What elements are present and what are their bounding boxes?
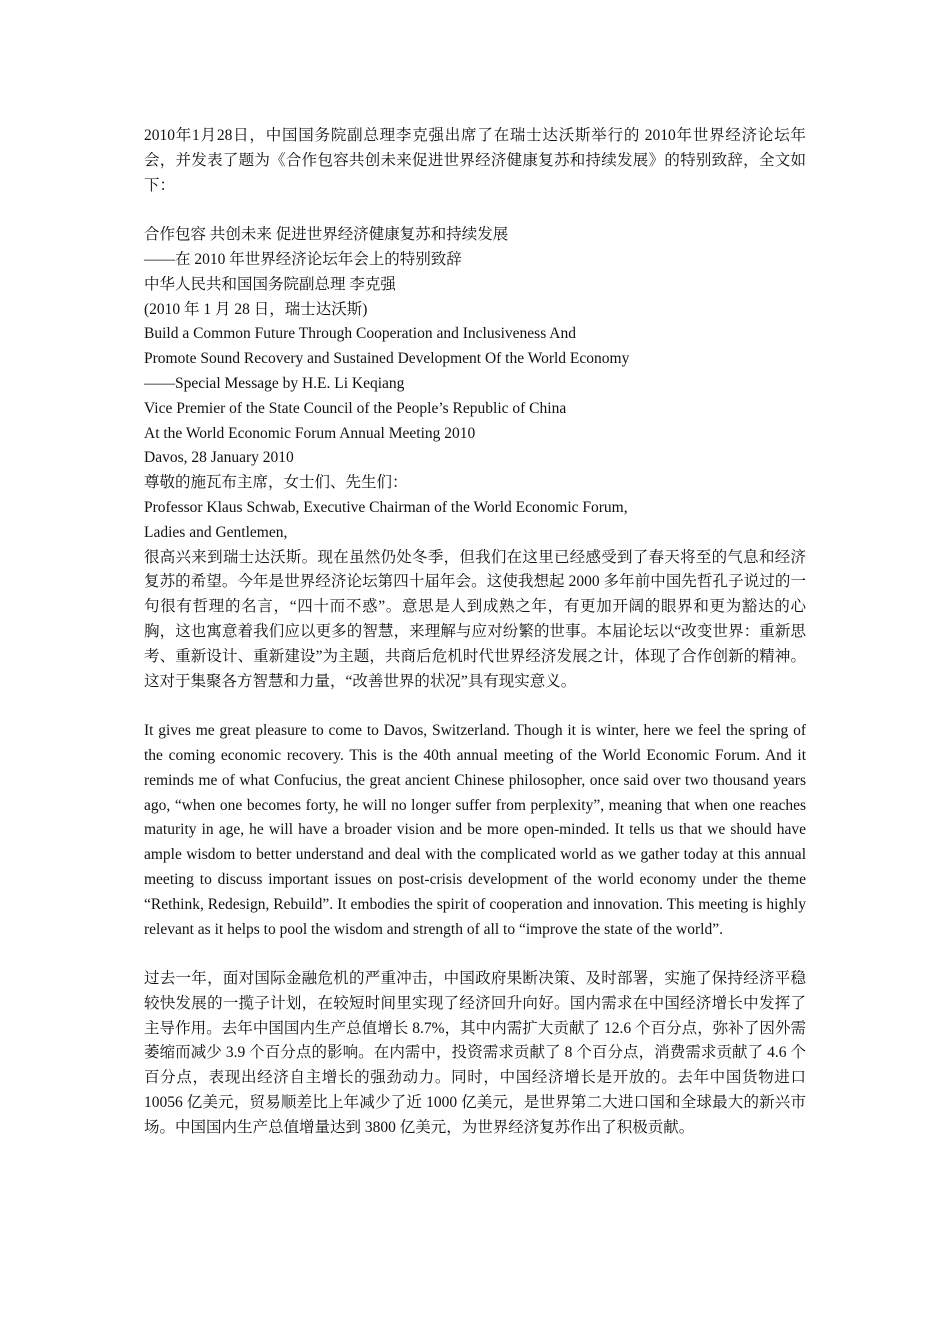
- body-paragraph-cn-2: 过去一年，面对国际金融危机的严重冲击，中国政府果断决策、及时部署，实施了保持经济平稳较快发展的一揽子计划，在较短时间里实现了经济回升向好。国内需求在中国经济增长中发挥了主导作用。去年中国国内生产总值增长 8.7%，其中内需扩大贡献了 12.6 个百分点，弥补了因外需萎缩而减少 3.9 个百分点的影响。在内需中，投资需求贡献了 8 个百分点，消费需求贡献了 4.6 个百分点，表现出经济自主增长的强劲动力。同时，中国经济增长是开放的。去年中国货物进口 10056 亿美元，贸易顺差比上年减少了近 1000 亿美元，是世界第二大进口国和全球最大的新兴市场。中国国内生产总值增量达到 3800 亿美元，为世界经济复苏作出了积极贡献。: [144, 970, 806, 1136]
- speech-header: [144, 223, 806, 545]
- title-cn: 合作包容 共创未来 促进世界经济健康复苏和持续发展: [144, 226, 509, 244]
- event-en: At the World Economic Forum Annual Meeting 2010: [144, 424, 476, 442]
- speaker-role-en: Vice Premier of the State Council of the People’s Republic of China: [144, 399, 567, 417]
- date-place-cn: (2010 年 1 月 28 日，瑞士达沃斯): [144, 300, 368, 318]
- blank-line: [144, 198, 806, 223]
- title-en-line-2: Promote Sound Recovery and Sustained Development Of the World Economy: [144, 350, 630, 368]
- subtitle-cn: ——在 2010 年世界经济论坛年会上的特别致辞: [144, 250, 462, 268]
- blank-line: [144, 694, 806, 719]
- title-en-line-1: Build a Common Future Through Cooperation and Inclusiveness And: [144, 325, 576, 343]
- date-place-en: Davos, 28 January 2010: [144, 449, 294, 467]
- body-paragraph-cn-1: 很高兴来到瑞士达沃斯。现在虽然仍处冬季，但我们在这里已经感受到了春天将至的气息和经济复苏的希望。今年是世界经济论坛第四十届年会。这使我想起 2000 多年前中国先哲孔子说过的一句很有哲理的名言，“四十而不惑”。意思是人到成熟之年，有更加开阔的眼界和更为豁达的心胸，这也寓意着我们应以更多的智慧，来理解与应对纷繁的世事。本届论坛以“改变世界：重新思考、重新设计、重新建设”为主题，共商后危机时代世界经济发展之计，体现了合作创新的精神。这对于集聚各方智慧和力量，“改善世界的状况”具有现实意义。: [144, 548, 806, 690]
- body-paragraph-en-1: It gives me great pleasure to come to Davos, Switzerland. Though it is winter, here we feel the spring of the coming economic recovery. This is the 40th annual meeting of the World Economic Forum. And it reminds me of what Confucius, the great ancient Chinese philosopher, once said over two thousand years ago, “when one becomes forty, he will no longer suffer from perplexity”, meaning that when one reaches maturity in age, he will have a broader vision and be more open-minded. It tells us that we should have ample wisdom to better understand and deal with the complicated world as we gather today at this annual meeting to discuss important issues on post-crisis development of the world economy under the theme “Rethink, Redesign, Rebuild”. It embodies the spirit of cooperation and innovation. This meeting is highly relevant as it helps to pool the wisdom and strength of all to “improve the state of the world”.: [144, 722, 806, 938]
- document-page: [144, 124, 806, 1141]
- speaker-cn: 中华人民共和国国务院副总理 李克强: [144, 275, 396, 293]
- intro-paragraph: 2010年1月28日，中国国务院副总理李克强出席了在瑞士达沃斯举行的 2010年世界经济论坛年会，并发表了题为《合作包容共创未来促进世界经济健康复苏和持续发展》的特别致辞，全文如下：: [144, 127, 806, 194]
- subtitle-en: ——Special Message by H.E. Li Keqiang: [144, 374, 405, 392]
- blank-line: [144, 942, 806, 967]
- salutation-cn: 尊敬的施瓦布主席，女士们、先生们：: [144, 474, 408, 492]
- salutation-en-line-1: Professor Klaus Schwab, Executive Chairman of the World Economic Forum,: [144, 498, 628, 516]
- salutation-en-line-2: Ladies and Gentlemen,: [144, 523, 288, 541]
